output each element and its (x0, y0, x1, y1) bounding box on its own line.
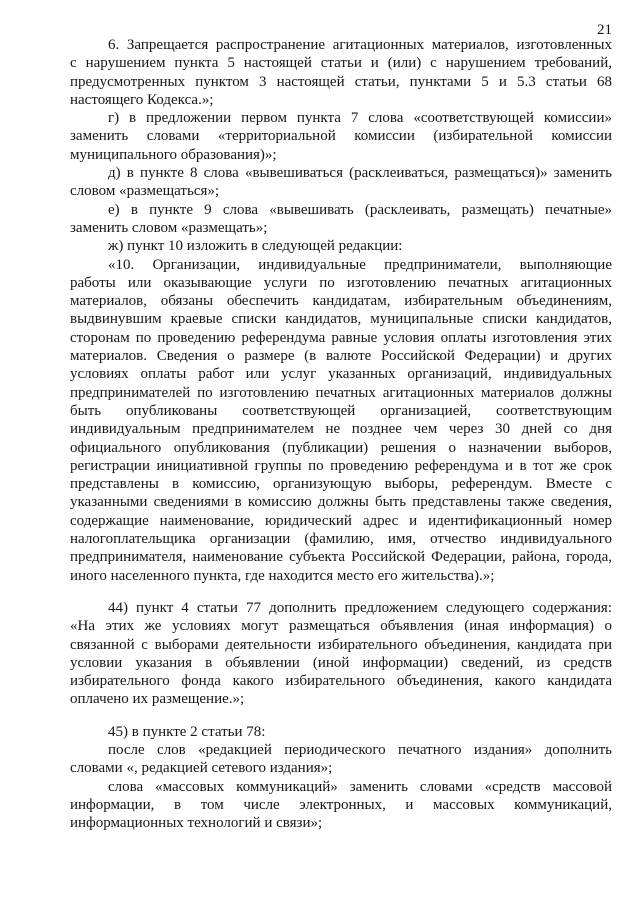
text-line: указанными сведениями в комиссию должны быть представлены также сведения, (70, 494, 612, 511)
text-line: е) в пункте 9 слова «вывешивать (расклеивать, размещать) печатные» (108, 201, 612, 218)
text-line: индивидуальным предпринимателем не позднее чем через 30 дней со дня (70, 421, 612, 438)
subitem-e-paragraph (70, 201, 612, 238)
item-45-replacement-paragraph (70, 778, 612, 833)
text-line: представлены в комиссию, организующую выборы, референдум. Вместе с (70, 476, 612, 493)
text-line: работы или оказывающие услуги по изготовлению печатных агитационных (70, 274, 612, 291)
text-line: ж) пункт 10 изложить в следующей редакции: (108, 238, 403, 255)
text-line: условиях оплаты работ или услуг указанных организаций, индивидуальных (70, 366, 612, 383)
text-line: «На этих же условиях могут размещаться объявления (иная информация) о (70, 618, 612, 635)
text-line: заменить словом «размещать»; (70, 219, 268, 236)
text-line: с нарушением пункта 5 настоящей статьи и (или) с нарушением требований, (70, 55, 612, 72)
item-45-addition-paragraph (70, 741, 612, 778)
text-line: предусмотренных пунктом 3 настоящей статьи, пунктами 5 и 5.3 статьи 68 (70, 73, 612, 90)
text-line: информации, в том числе электронных, и массовых коммуникаций, (70, 796, 612, 813)
text-line: информационных технологий и связи»; (70, 815, 323, 832)
text-line: 45) в пункте 2 статьи 78: (108, 723, 266, 740)
item-44-paragraph (70, 599, 612, 709)
text-line: выдвинувшим краевые списки кандидатов, муниципальные списки кандидатов, (70, 311, 612, 328)
text-line: избирательного фонда какого избирательного объединения, какого кандидата (70, 673, 612, 690)
subitem-zh-paragraph (70, 237, 612, 255)
document-body (70, 36, 612, 832)
text-line: словами «, редакцией сетевого издания»; (70, 760, 333, 777)
text-line: связанной с выборами деятельности избирательного объединения, кандидата при (70, 636, 612, 653)
point-10-new-text-paragraph (70, 256, 612, 585)
text-line: налогоплательщика организации (фамилию, имя, отчество индивидуального (70, 531, 612, 548)
text-line: содержащие наименование, юридический адрес и идентификационный номер (70, 512, 612, 529)
point-6-paragraph (70, 36, 612, 109)
text-line: словом «размещаться»; (70, 183, 220, 200)
text-line: слова «массовых коммуникаций» заменить словами «средств массовой (108, 778, 612, 795)
text-line: 6. Запрещается распространение агитационных материалов, изготовленных (108, 37, 612, 53)
text-line: «10. Организации, индивидуальные предприниматели, выполняющие (108, 256, 612, 273)
text-line: материалов, обязаны обеспечить кандидатам, избирательным объединениям, (70, 293, 612, 310)
text-line: д) в пункте 8 слова «вывешиваться (расклеиваться, размещаться)» заменить (108, 165, 612, 182)
text-line: предпринимателя, наименование субъекта Российской Федерации, района, города, (70, 549, 612, 566)
text-line: 44) пункт 4 статьи 77 дополнить предложением следующего содержания: (108, 599, 612, 616)
subitem-g-paragraph (70, 109, 612, 164)
text-line: регистрации инициативной группы по проведению референдума и в тот же срок (70, 457, 612, 474)
text-line: г) в предложении первом пункта 7 слова «соответствующей комиссии» (108, 110, 612, 127)
text-line: муниципального образования)»; (70, 146, 277, 163)
text-line: заменить словами «территориальной комиссии (избирательной комиссии (70, 128, 612, 145)
text-line: предпринимателей по изготовлению печатных агитационных материалов должны (70, 384, 612, 401)
page-number: 21 (597, 22, 612, 38)
text-line: после слов «редакцией периодического печатного издания» дополнить (108, 741, 612, 758)
text-line: материалов. Сведения о размере (в валюте Российской Федерации) и других (70, 348, 612, 365)
text-line: настоящего Кодекса.»; (70, 91, 214, 108)
text-line: условии указания в объявлении (иной информации) сведений, из средств (70, 654, 612, 671)
text-line: иного населенного пункта, где находится место его жительства).»; (70, 567, 495, 584)
text-line: быть опубликованы соответствующей организацией, соответствующим (70, 402, 612, 419)
subitem-d-paragraph (70, 164, 612, 201)
item-45-heading-paragraph (70, 723, 612, 741)
text-line: сторонам по проведению референдума равные условия оплаты изготовления этих (70, 329, 612, 346)
text-line: оплачено их размещение.»; (70, 691, 245, 708)
text-line: официального опубликования (публикации) решения о назначении выборов, (70, 439, 612, 456)
